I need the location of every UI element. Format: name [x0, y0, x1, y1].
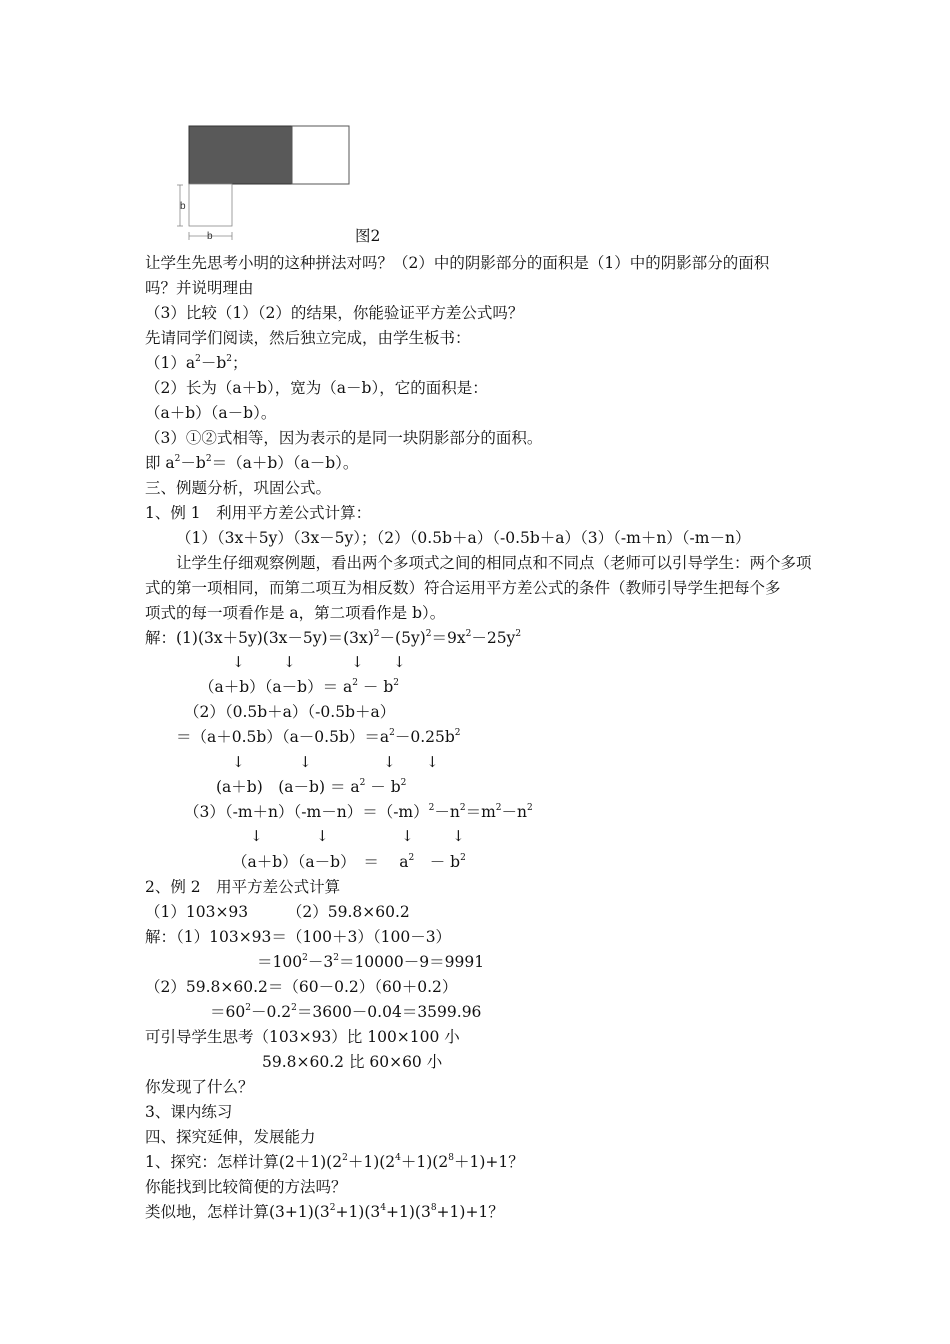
text-line: 类似地，怎样计算$(3+1)(3^2+1)(3^4+1)(3^8+1)+1$？	[145, 1203, 504, 1221]
text-line: 59.8×60.2 比 60×60 小	[262, 1053, 443, 1071]
small-square	[189, 184, 232, 226]
text-line: $(3)(-m+n)(-m-n)=(-m)^2-n^2=m^2-n^2$	[184, 803, 533, 821]
text-line: 3、课内练习	[145, 1103, 233, 1121]
text-line: $=(a+0.5b)(a-0.5b)=a^2-0.25b^2$	[176, 728, 461, 746]
side-label-b: b	[180, 201, 186, 212]
text-line: （3）①②式相等，因为表示的是同一块阴影部分的面积。	[145, 429, 543, 447]
text-line: 让学生仔细观察例题，看出两个多项式之间的相同点和不同点（老师可以引导学生：两个多项	[176, 554, 812, 572]
arrow-down: ↓	[426, 753, 439, 771]
arrow-down: ↓	[316, 827, 329, 845]
text-line: 项式的每一项看作是 a，第二项看作是 b）。	[145, 604, 446, 622]
arrow-down: ↓	[351, 653, 364, 671]
section-heading: 四、探究延伸，发展能力	[145, 1128, 316, 1146]
arrow-down: ↓	[401, 827, 414, 845]
white-rectangle	[292, 126, 349, 184]
text-line: 1、探究：怎样计算$(2+1)(2^2+1)(2^4+1)(2^8+1)+1$？	[145, 1153, 524, 1171]
text-line: 吗？并说明理由	[145, 279, 254, 297]
text-line: $=100^2-3^2=10000-9=9991$	[257, 953, 485, 971]
text-line: （a＋b）（a－b） ＝ $a^2$ － $b^2$	[232, 853, 466, 871]
shaded-rectangle	[189, 126, 292, 184]
arrow-down: ↓	[452, 827, 465, 845]
arrow-down: ↓	[232, 653, 245, 671]
text-line: （1）（3x＋5y）（3x－5y）；（2）（0.5b＋a）（-0.5b＋a）（3）（-m＋n）（-m－n）	[176, 529, 751, 547]
text-line: 可引导学生思考（103×93）比 100×100 小	[145, 1028, 460, 1046]
text-line: 即 $a^2-b^2=(a+b)(a-b)$。	[145, 454, 359, 472]
text-line: （2）（0.5b＋a）（-0.5b＋a）	[184, 703, 396, 721]
text-line: 1、例 1 利用平方差公式计算：	[145, 504, 372, 522]
arrow-down: ↓	[283, 653, 296, 671]
section-heading: 三、例题分析，巩固公式。	[145, 479, 332, 497]
text-line: 解：（1）103×93＝（100＋3）（100－3）	[145, 928, 452, 946]
text-line: （a＋b）（a－b）。	[145, 404, 277, 422]
text-line: 2、例 2 用平方差公式计算	[145, 878, 341, 896]
text-line: $=60^2-0.2^2=3600-0.04=3599.96$	[210, 1003, 482, 1021]
figure-2	[0, 0, 950, 260]
text-line: （1）103×93 （2）59.8×60.2	[145, 903, 410, 921]
text-line: （2）59.8×60.2＝（60－0.2）（60＋0.2）	[145, 978, 458, 996]
text-line: 你能找到比较简便的方法吗？	[145, 1178, 347, 1196]
text-line: $(a+b)(a-b)= a^2 - b^2$	[199, 678, 399, 696]
text-line: 让学生先思考小明的这种拼法对吗？（2）中的阴影部分的面积是（1）中的阴影部分的面积	[145, 254, 770, 272]
arrow-down: ↓	[299, 753, 312, 771]
arrow-down: ↓	[383, 753, 396, 771]
text-line: (a＋b) $(a-b) = a^2 - b^2$	[216, 778, 407, 796]
text-line: （2）长为（a＋b），宽为（a－b），它的面积是：	[145, 379, 488, 397]
text-line: 式的第一项相同，而第二项互为相反数）符合运用平方差公式的条件（教师引导学生把每个多	[145, 579, 781, 597]
arrow-down: ↓	[250, 827, 263, 845]
text-line: 解：$(1)(3x+5y)(3x-5y)=(3x)^2-(5y)^2=9x^2-25y^2$	[145, 629, 522, 647]
figure-caption: 图2	[355, 227, 381, 245]
bottom-label-b: b	[207, 231, 213, 242]
text-line: 你发现了什么？	[145, 1078, 254, 1096]
text-line: $(1)a^2-b^2$；	[145, 354, 248, 372]
arrow-down: ↓	[232, 753, 245, 771]
text-line: 先请同学们阅读，然后独立完成，由学生板书：	[145, 329, 471, 347]
arrow-down: ↓	[393, 653, 406, 671]
text-line: （3）比较（1）（2）的结果，你能验证平方差公式吗？	[145, 304, 524, 322]
